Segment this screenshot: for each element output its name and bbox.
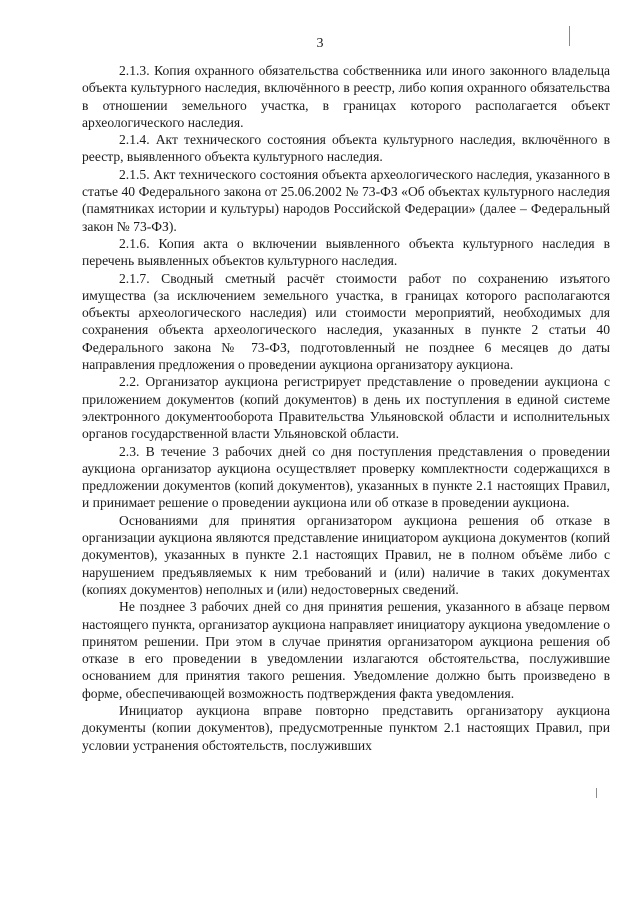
- scan-artifact-top: [569, 26, 570, 46]
- document-body: [82, 62, 610, 754]
- scan-artifact-bottom: [596, 788, 597, 798]
- paragraph-2-1-6: 2.1.6. Копия акта о включении выявленного объекта культурного наследия в перечень выявленных объектов культурного наследия.: [82, 235, 610, 269]
- paragraph-2-3: 2.3. В течение 3 рабочих дней со дня поступления представления о проведении аукциона организатор аукциона осуществляет проверку комплектности содержащихся в предложении документов (копий документов), указанных в пункте 2.1 настоящих Правил, и принимает решение о проведении аукциона или об отказе в проведении аукциона.: [82, 443, 610, 511]
- page-number: 3: [316, 36, 324, 51]
- paragraph-2-1-7: 2.1.7. Сводный сметный расчёт стоимости работ по сохранению изъятого имущества (за исключением земельного участка, в границах которого располагаются объекты археологического наследия) или стоимости мероприятий, необходимых для сохранения объекта археологического наследия, указанных в пункте 2 статьи 40 Федерального закона № 73-ФЗ, подготовленный не позднее 6 месяцев до даты направления предложения о проведении аукциона организатору аукциона.: [82, 270, 610, 373]
- paragraph-2-1-5: 2.1.5. Акт технического состояния объекта археологического наследия, указанного в статье 40 Федерального закона от 25.06.2002 № 73-ФЗ «Об объектах культурного наследия (памятниках истории и культуры) народов Российской Федерации» (далее – Федеральный закон № 73-ФЗ).: [82, 166, 610, 234]
- paragraph-2-1-3: 2.1.3. Копия охранного обязательства собственника или иного законного владельца объекта культурного наследия, включённого в реестр, либо копия охранного обязательства в отношении земельного участка, в границах которого располагается объект археологического наследия.: [82, 63, 610, 130]
- paragraph-2-2: 2.2. Организатор аукциона регистрирует представление о проведении аукциона с приложением документов (копий документов) в день их поступления в единой системе электронного документооборота Правительства Ульяновской области и исполнительных органов государственной власти Ульяновской области.: [82, 374, 610, 442]
- paragraph-2-1-4: 2.1.4. Акт технического состояния объекта культурного наследия, включённого в реестр, выявленного объекта культурного наследия.: [82, 132, 610, 165]
- paragraph-refusal-grounds: Основаниями для принятия организатором аукциона решения об отказе в организации аукциона являются представление инициатором аукциона документов (копий документов), указанных в пункте 2.1 настоящих Правил, не в полном объёме либо с нарушением предъявляемых к ним требований и (или) наличие в таких документах (копиях документов) неполных и (или) недостоверных сведений.: [82, 512, 610, 597]
- paragraph-notification: Не позднее 3 рабочих дней со дня принятия решения, указанного в абзаце первом настоящего пункта, организатор аукциона направляет инициатору аукциона уведомление о принятом решении. При этом в случае принятия организатором аукциона решения об отказе в его проведении в уведомлении излагаются обстоятельства, послужившие основанием для принятия такого решения. Уведомление должно быть произведено в форме, обеспечивающей возможность подтверждения факта уведомления.: [82, 599, 610, 701]
- paragraph-resubmission: Инициатор аукциона вправе повторно представить организатору аукциона документы (копии документов), предусмотренные пунктом 2.1 настоящих Правил, при условии устранения обстоятельств, послуживших: [82, 702, 610, 753]
